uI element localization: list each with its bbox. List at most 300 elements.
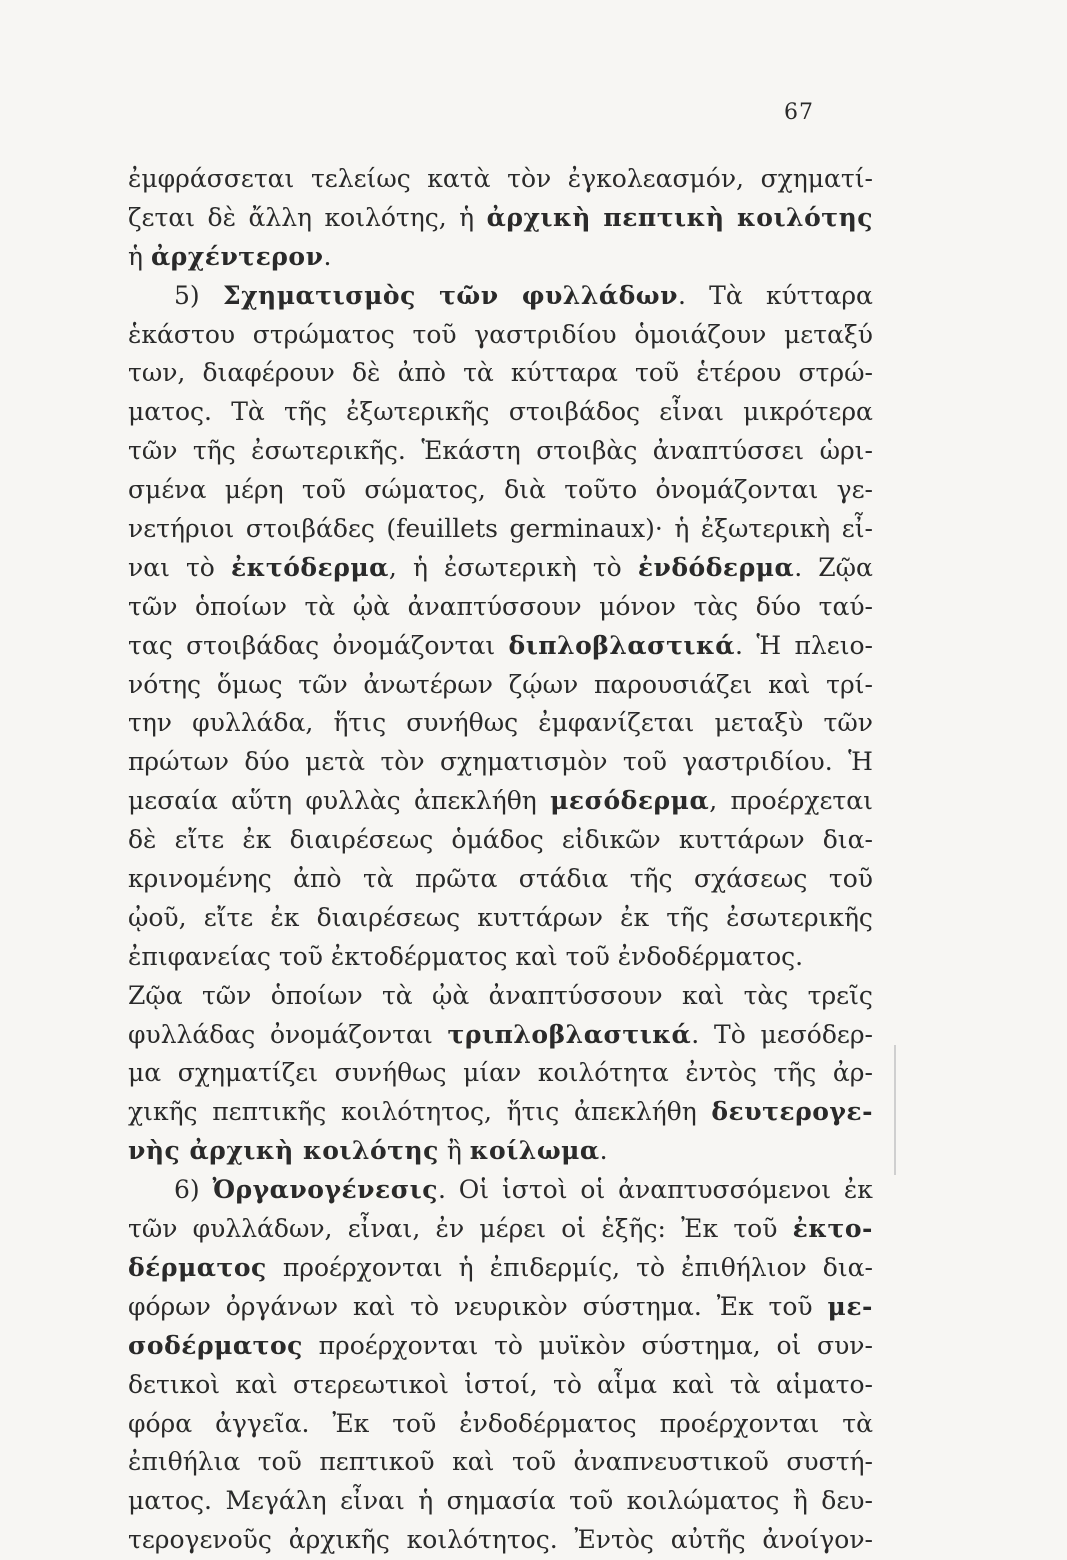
word: των, — [128, 358, 186, 388]
word: ἑκάστου — [128, 319, 236, 349]
word: χικῆς — [128, 1097, 198, 1127]
word — [509, 627, 743, 666]
word: ὁποίων — [194, 591, 287, 621]
text-run: ἡ — [128, 241, 151, 271]
word: ἱστοί, — [464, 1369, 538, 1399]
word: τῆς — [192, 436, 236, 466]
word: δια- — [822, 825, 873, 855]
word: τοῦ — [301, 475, 347, 505]
word: κυττάρων — [678, 825, 805, 855]
word: ἡ — [418, 1486, 434, 1516]
word — [213, 1171, 446, 1210]
word: στοιβάδας — [186, 630, 320, 660]
word: ἡ — [674, 514, 690, 544]
word: αἱματο- — [775, 1369, 873, 1399]
text-line — [128, 627, 873, 666]
word — [550, 782, 717, 821]
word: τὸ — [494, 1330, 523, 1360]
word: ἀγγεῖα. — [215, 1408, 310, 1438]
word: εἴτε — [203, 902, 254, 932]
word: μεσόδερ- — [760, 1019, 873, 1049]
word: νετήριοι — [128, 514, 235, 544]
word: ἑτέρου — [696, 358, 782, 388]
word: . — [677, 280, 686, 310]
word: ᾠοῦ, — [128, 902, 187, 932]
word: ἀναπνευστικοῦ — [573, 1447, 769, 1477]
word: προέρχονται — [318, 1330, 479, 1360]
word: δετικοὶ — [128, 1369, 221, 1399]
word: ἐμφράσσεται — [128, 164, 295, 193]
text-line — [128, 1521, 873, 1560]
word: ἀναπτύσσει — [652, 436, 805, 466]
word: Τὸ — [714, 1019, 746, 1049]
word: ταύ- — [818, 591, 873, 621]
word: διαιρέσεως — [316, 902, 461, 932]
word: κυττάρων — [477, 902, 603, 932]
word: πρώτων — [128, 747, 229, 777]
word: τοῦ — [257, 1447, 302, 1477]
text-line — [128, 821, 873, 860]
word: πλειο- — [794, 630, 873, 660]
word: εἰδικῶν — [561, 825, 661, 855]
text-line — [128, 1016, 873, 1055]
bold-term: τῶν — [439, 280, 499, 310]
word: τοῦ — [828, 864, 873, 894]
word: ἐπιθήλια — [128, 1447, 241, 1477]
word: πεπτικοῦ — [319, 1447, 435, 1477]
word: στρώ- — [798, 358, 873, 388]
word: δύο — [244, 747, 290, 777]
word: φυλλὰς — [305, 786, 401, 816]
word: προέρχονται — [659, 1408, 820, 1438]
text-line — [128, 782, 873, 821]
word: καὶ — [672, 1369, 715, 1399]
word: μεταξύ — [784, 319, 873, 349]
text-run: . — [323, 241, 332, 271]
word: ἐντὸς — [685, 1058, 757, 1088]
text-line — [128, 1171, 873, 1210]
bold-term: ἐκτο- — [792, 1214, 873, 1244]
text-line — [128, 588, 873, 627]
word: ὁποίων — [270, 980, 363, 1010]
word: σύστημα, — [641, 1330, 761, 1360]
word: τελείως — [310, 164, 411, 193]
word: τῶν — [201, 980, 252, 1010]
word: ἱστοὶ — [501, 1175, 568, 1205]
bold-term: πεπτικὴ — [603, 202, 725, 232]
word: εἴτε — [174, 825, 225, 855]
text-line — [128, 199, 873, 238]
word: ἐπιδερμίς, — [489, 1252, 621, 1282]
bold-term: νὴς ἀρχικὴ κοιλότης — [128, 1136, 439, 1166]
word: ζεται — [128, 202, 196, 232]
word: τῶν — [823, 708, 873, 738]
word: ἐκ — [620, 902, 650, 932]
word: τας — [128, 630, 173, 660]
word: τὰ — [381, 980, 413, 1010]
word: τοῦτο — [564, 475, 638, 505]
bold-term: μεσόδερμα — [550, 786, 710, 816]
word: δύο — [755, 591, 802, 621]
bold-term: ἀρχικὴ — [486, 202, 591, 232]
text-line — [128, 1054, 873, 1093]
word: τοῦ — [768, 1291, 813, 1321]
word: δια- — [822, 1252, 873, 1282]
word: ἐνδοδέρματος — [459, 1408, 637, 1438]
word: γαστριδίου — [474, 319, 617, 349]
text-line — [128, 977, 873, 1016]
word: μετὰ — [305, 747, 366, 777]
word — [638, 549, 802, 588]
text-line — [128, 316, 873, 355]
text-line — [128, 510, 873, 549]
word: διαφέρουν — [202, 358, 335, 388]
word: σμένα — [128, 475, 207, 505]
word: πεπτικῆς — [212, 1097, 327, 1127]
word: προέρχονται — [282, 1252, 443, 1282]
word: συνήθως — [334, 1058, 447, 1088]
word: τῶν — [128, 436, 178, 466]
word: Ἐντὸς — [574, 1525, 654, 1555]
text-line — [128, 277, 873, 316]
word: Ἡ — [756, 630, 782, 660]
word: τοῦ — [511, 1447, 557, 1477]
word: ματος. — [128, 1486, 212, 1516]
word: φυλλάδας — [128, 1019, 256, 1049]
word: , — [709, 786, 718, 816]
word: μέρη — [224, 475, 284, 505]
word: ναι — [128, 552, 170, 582]
word: κατὰ — [427, 164, 491, 193]
word: φυλλάδα, — [192, 708, 314, 738]
word: τῶν — [298, 669, 348, 699]
word: τῶν — [128, 591, 178, 621]
word: ἐξωτερικὴ — [700, 514, 831, 544]
word: . — [735, 630, 743, 660]
word: ἥτις — [506, 1097, 560, 1127]
text-line — [128, 354, 873, 393]
word: τερογενοῦς — [128, 1525, 272, 1555]
word: ᾠὰ — [352, 591, 391, 621]
word: ἀνοίγον- — [762, 1525, 873, 1555]
text-line — [128, 1210, 873, 1249]
word: καὶ — [452, 1447, 495, 1477]
word: εἶναι — [659, 397, 724, 427]
word: καὶ — [681, 980, 725, 1010]
word: μέρει — [479, 1214, 547, 1244]
word: 6) — [174, 1175, 200, 1205]
word: σχηματί- — [760, 164, 873, 193]
word: Ζῷα — [128, 980, 183, 1010]
word: . — [794, 552, 803, 582]
word: αὐτῆς — [670, 1525, 746, 1555]
word: Οἱ — [458, 1175, 490, 1205]
word: νότης — [128, 669, 202, 699]
word: ἐκ — [270, 902, 300, 932]
word: μικρότερα — [743, 397, 873, 427]
word: κύτταρα — [765, 280, 873, 310]
word: Τὰ — [231, 397, 265, 427]
word: σχηματίζει — [177, 1058, 319, 1088]
word: οἱ — [580, 1175, 606, 1205]
word: τὸ — [553, 1369, 582, 1399]
word: εἶναι — [340, 1486, 405, 1516]
word: πρῶτα — [415, 864, 498, 894]
bold-term: ἐκτόδερμα — [230, 552, 389, 582]
word — [448, 1016, 700, 1055]
word: σχάσεως — [693, 864, 808, 894]
word: ἡ — [458, 1252, 474, 1282]
text-line — [128, 666, 873, 705]
text-line — [128, 1093, 873, 1132]
word: Ἐκ — [332, 1408, 370, 1438]
bold-term: διπλοβλαστικά — [508, 630, 736, 660]
word: στοιβὰς — [536, 436, 638, 466]
word: τὰ — [729, 1369, 761, 1399]
word: κοιλότης, — [324, 202, 447, 232]
word: τῆς — [666, 902, 710, 932]
margin-mark — [894, 1045, 896, 1175]
word: κύτταρα — [510, 358, 618, 388]
word: ἐμφανίζεται — [538, 708, 695, 738]
page-number: 67 — [784, 100, 814, 125]
word: γαστριδίου. — [682, 747, 833, 777]
word: συν- — [817, 1330, 873, 1360]
word: συνήθως — [406, 708, 519, 738]
text-line — [128, 238, 873, 277]
word: ἐν — [435, 1214, 465, 1244]
word: τὰ — [362, 864, 394, 894]
word: ἐγκολεασμόν, — [567, 164, 745, 193]
bold-term: κοιλότης — [737, 202, 873, 232]
bold-term: φυλλάδων — [521, 280, 678, 310]
word: ᾠὰ — [432, 980, 470, 1010]
word: σώματος, — [364, 475, 486, 505]
body-text — [128, 160, 873, 1560]
word: (feuillets — [386, 514, 498, 544]
word: τὰς — [743, 980, 789, 1010]
word: μεταξὺ — [714, 708, 804, 738]
word: ἡ — [459, 202, 475, 232]
word: Ἡ — [848, 747, 873, 777]
word: στοιβάδες — [245, 514, 375, 544]
word: στρώματος — [252, 319, 395, 349]
word: ἀρχικῆς — [288, 1525, 390, 1555]
word: Μεγάλη — [225, 1486, 327, 1516]
bold-term: με- — [827, 1291, 873, 1321]
word: ἢ — [792, 1486, 808, 1516]
word: κοιλώματος — [626, 1486, 780, 1516]
word: , — [388, 552, 397, 582]
text-line — [128, 160, 873, 199]
bold-term: σοδέρματος — [128, 1330, 303, 1360]
text-line — [128, 1132, 873, 1171]
word: στάδια — [518, 864, 609, 894]
word: ὀνομάζονται — [332, 630, 496, 660]
text-line — [128, 743, 873, 782]
bold-term: ἐνδόδερμα — [637, 552, 795, 582]
word: τὰ — [463, 358, 494, 388]
word: τῆς — [284, 397, 327, 427]
word: τοῦ — [622, 747, 667, 777]
word: ἀναπτύσσουν — [407, 591, 582, 621]
word: ἀναπτύσσουν — [488, 980, 663, 1010]
word: τῶν — [128, 1214, 178, 1244]
word: τὸ — [592, 552, 622, 582]
word: ζῴων — [508, 669, 579, 699]
word: κοιλότητα — [537, 1058, 669, 1088]
word: δὲ — [207, 202, 236, 232]
word: κοιλότητος, — [340, 1097, 492, 1127]
bold-term: ἀρχέντερον — [150, 241, 324, 271]
word: προέρχεται — [730, 786, 873, 816]
word: οἱ — [561, 1214, 587, 1244]
word: τὰς — [693, 591, 739, 621]
bold-term: κοίλωμα — [469, 1136, 600, 1166]
word: ἀνωτέρων — [363, 669, 493, 699]
word: δὲ — [128, 825, 157, 855]
word: συστή- — [786, 1447, 873, 1477]
word: ἀναπτυσσόμενοι — [618, 1175, 831, 1205]
word: στοιβάδος — [508, 397, 641, 427]
bold-term: δέρματος — [128, 1252, 267, 1282]
word: τοῦ — [634, 358, 680, 388]
word: αἷμα — [597, 1369, 657, 1399]
word: τοῦ — [733, 1214, 778, 1244]
word: δευ- — [821, 1486, 873, 1516]
word: στερεωτικοὶ — [292, 1369, 449, 1399]
word: μόνον — [599, 591, 676, 621]
word: ὀνομάζονται — [270, 1019, 433, 1049]
word: ἐσωτερικῆς. — [251, 436, 406, 466]
word: ἀπὸ — [397, 358, 446, 388]
word: ἐσωτερικῆς — [726, 902, 873, 932]
text-line — [128, 393, 873, 432]
word: . — [437, 1175, 446, 1205]
word: τῆς — [629, 864, 673, 894]
text-run: ἢ — [438, 1136, 470, 1166]
word: φυλλάδων, — [192, 1214, 333, 1244]
word: μυϊκὸν — [538, 1330, 626, 1360]
word: νευρικὸν — [453, 1291, 568, 1321]
word: ὅμως — [216, 669, 283, 699]
text-line — [128, 1327, 873, 1366]
word — [522, 277, 686, 316]
word: ἥτις — [333, 708, 387, 738]
text-line — [128, 1482, 873, 1521]
word: ἀρ- — [832, 1058, 873, 1088]
word: καὶ — [768, 669, 811, 699]
word: κοιλότητος. — [406, 1525, 558, 1555]
word: σχηματισμὸν — [439, 747, 608, 777]
word: μεσαία — [128, 786, 218, 816]
word: αὕτη — [231, 786, 293, 816]
word: οἱ — [776, 1330, 802, 1360]
bold-term: Ὀργανογένεσις — [212, 1175, 438, 1205]
word: τρεῖς — [807, 980, 873, 1010]
word: Τὰ — [709, 280, 743, 310]
word: τοῦ — [412, 319, 457, 349]
text-line — [128, 432, 873, 471]
word: μα — [128, 1058, 162, 1088]
word: ἐκ — [242, 825, 272, 855]
word: εἶ- — [841, 514, 873, 544]
text-line — [128, 860, 873, 899]
word: παρουσιάζει — [593, 669, 753, 699]
word: διὰ — [504, 475, 546, 505]
word: τὸ — [185, 552, 215, 582]
word: διαιρέσεως — [289, 825, 434, 855]
word: ἐπιθήλιον — [681, 1252, 807, 1282]
word: γε- — [836, 475, 873, 505]
word: ἀπὸ — [293, 864, 342, 894]
word: ὁμάδος — [451, 825, 544, 855]
word: ὁμοιάζουν — [634, 319, 767, 349]
text-line — [128, 1366, 873, 1405]
word: τρί- — [826, 669, 873, 699]
word: τοῦ — [392, 1408, 437, 1438]
word: τὰ — [842, 1408, 873, 1438]
word: ὀργάνων — [225, 1291, 339, 1321]
word: εἶναι, — [347, 1214, 421, 1244]
word: Ζῷα — [818, 552, 873, 582]
text-line — [128, 938, 873, 977]
text-run: . — [599, 1136, 608, 1166]
word: κρινομένης — [128, 864, 272, 894]
word: την — [128, 708, 173, 738]
word: ὡρι- — [819, 436, 873, 466]
word: Ἐκ — [716, 1291, 754, 1321]
word: ματος. — [128, 397, 212, 427]
word: ἀπεκλήθη — [414, 786, 537, 816]
word: ἄλλη — [248, 202, 313, 232]
word: ὀνομάζονται — [655, 475, 819, 505]
word: φόρα — [128, 1408, 193, 1438]
word: δὲ — [351, 358, 381, 388]
word: Ἐκ — [681, 1214, 719, 1244]
word: καὶ — [235, 1369, 278, 1399]
bold-term: δευτερογε- — [711, 1097, 873, 1127]
word: τὸν — [380, 747, 425, 777]
text-line — [128, 471, 873, 510]
text-line — [128, 899, 873, 938]
word: Ἑκάστη — [421, 436, 521, 466]
text-run: ἐπιφανείας τοῦ ἐκτοδέρματος καὶ τοῦ ἐνδοδέρματος. — [128, 941, 804, 971]
text-line — [128, 549, 873, 588]
text-line — [128, 1443, 873, 1482]
word: τὸν — [507, 164, 552, 193]
bold-term: Σχηματισμὸς — [222, 280, 416, 310]
text-line — [128, 1288, 873, 1327]
word: τὸ — [410, 1291, 440, 1321]
word: germinaux)· — [509, 514, 663, 544]
text-line — [128, 704, 873, 743]
word: καὶ — [352, 1291, 396, 1321]
word: ἐσωτερικὴ — [444, 552, 577, 582]
word: ἑξῆς: — [601, 1214, 666, 1244]
word: ἡ — [412, 552, 428, 582]
word: τῆς — [773, 1058, 817, 1088]
word: ἀπεκλήθη — [573, 1097, 697, 1127]
word: τὸ — [636, 1252, 666, 1282]
word: μίαν — [463, 1058, 522, 1088]
word: . — [691, 1019, 700, 1049]
text-line — [128, 1405, 873, 1444]
word — [231, 549, 397, 588]
word: τὰ — [304, 591, 336, 621]
bold-term: τριπλοβλαστικά — [447, 1019, 692, 1049]
text-line — [128, 1249, 873, 1288]
